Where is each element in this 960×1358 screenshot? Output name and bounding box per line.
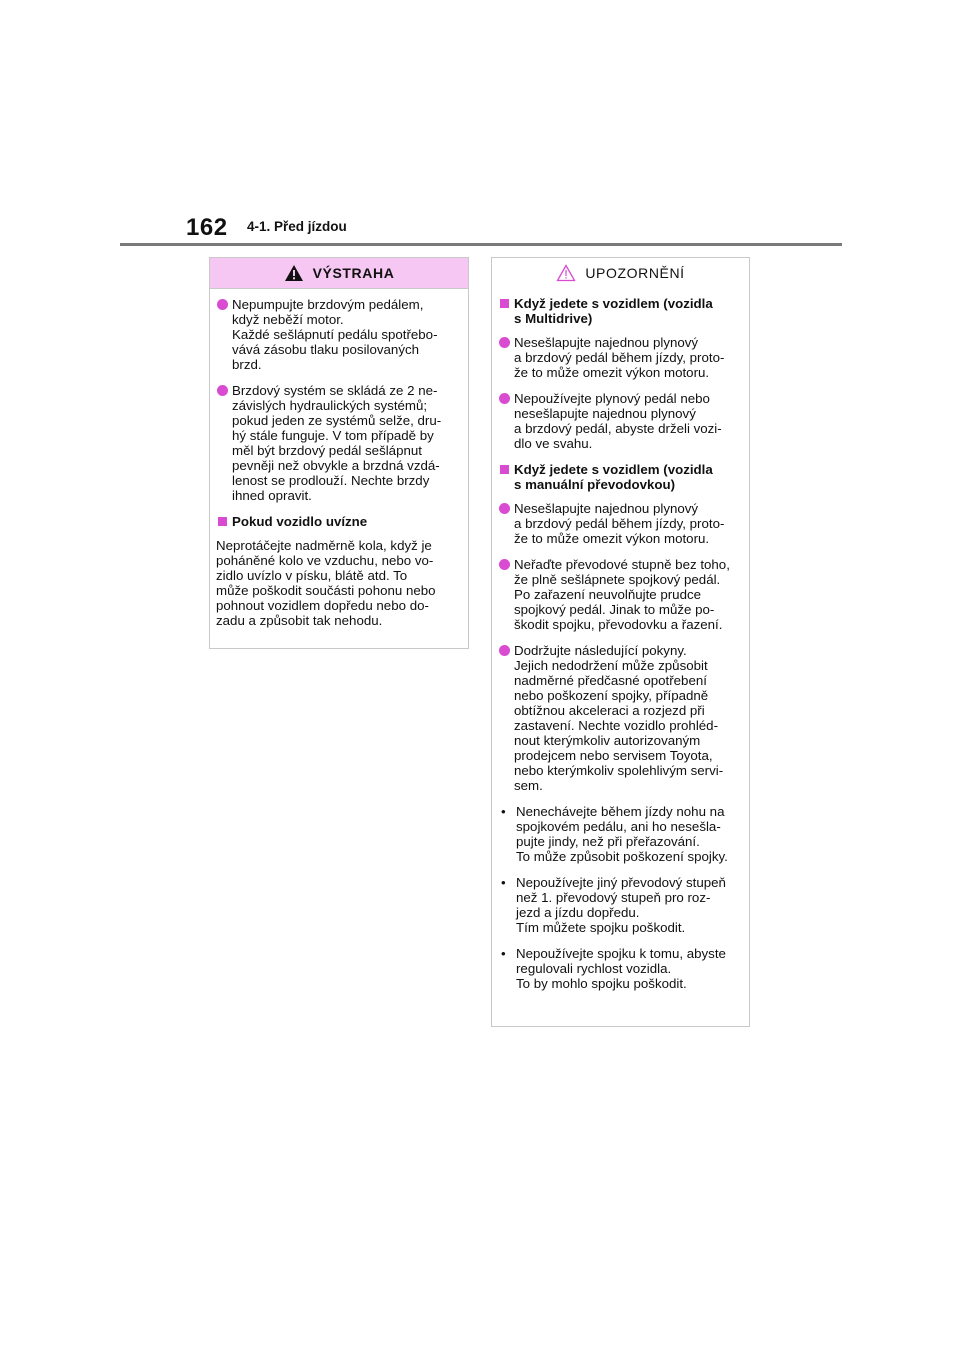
caution-triangle-icon	[556, 264, 576, 282]
warning-body	[210, 289, 468, 628]
list-item-text: Dodržujte následující pokyny. Jejich nedodržení může způsobit nadměrné předčasné opotřebení nebo poškození spojky, případně obtížnou akceleraci a rozjezd při zastavení. Nechte vozidlo prohléd- nout kterýmkoliv autorizovaným prodejcem nebo servisem Toyota, nebo kterýmkoliv spolehlivým servi- sem.	[514, 643, 724, 793]
bullet-dot	[499, 503, 510, 514]
list-item	[216, 297, 461, 372]
sub-bullet-mark: •	[501, 875, 506, 890]
caution-box	[491, 257, 750, 1027]
bullet-dot	[217, 299, 228, 310]
bullet-dot	[499, 393, 510, 404]
warning-title: VÝSTRAHA	[312, 265, 395, 281]
caution-subheading-1	[498, 296, 742, 326]
bullet-dot	[499, 645, 510, 656]
warning-subheading	[216, 514, 461, 529]
bullet-square	[500, 465, 509, 474]
sub-bullet-mark: •	[501, 804, 506, 819]
sub-list-item-text: Nenechávejte během jízdy nohu na spojkovém pedálu, ani ho nesešla- pujte jindy, než při přeřazování. To může způsobit poškození spojky.	[516, 804, 728, 864]
list-item	[216, 383, 461, 503]
bullet-dot	[499, 559, 510, 570]
caution-title: UPOZORNĚNÍ	[585, 265, 685, 281]
sub-list-item	[498, 946, 742, 991]
list-item	[498, 557, 742, 632]
header-rule	[120, 243, 842, 246]
bullet-square	[500, 299, 509, 308]
caution-body	[492, 288, 749, 991]
subheading-text: Pokud vozidlo uvízne	[232, 514, 368, 529]
list-item	[498, 335, 742, 380]
list-item	[498, 391, 742, 451]
list-item	[498, 501, 742, 546]
list-item-text: Brzdový systém se skládá ze 2 ne- závislých hydraulických systémů; pokud jeden ze systémů selže, dru- hý stále funguje. V tom případě by měl být brzdový pedál sešlápnut pevněji než obvykle a brzdná vzdá- lenost se prodlouží. Nechte brzdy ihned opravit.	[232, 383, 442, 503]
caution-header	[492, 258, 749, 288]
warning-paragraph: Neprotáčejte nadměrně kola, když je poháněné kolo ve vzduchu, nebo vo- zidlo uvízlo v písku, blátě atd. To může poškodit součásti pohonu nebo pohnout vozidlem dopředu nebo do- zadu a způsobit tak nehodu.	[216, 538, 436, 628]
list-item-text: Nesešlapujte najednou plynový a brzdový pedál během jízdy, proto- že to může omezit výkon motoru.	[514, 335, 725, 380]
caution-subheading-2	[498, 462, 742, 492]
warning-box	[209, 257, 469, 649]
sub-list-item	[498, 875, 742, 935]
list-item-text: Neřaďte převodové stupně bez toho, že plně sešlápnete spojkový pedál. Po zařazení neuvolňujte prudce spojkový pedál. Jinak to může po- škodit spojku, převodovku a řazení.	[514, 557, 730, 632]
bullet-dot	[499, 337, 510, 348]
subheading-text: Když jedete s vozidlem (vozidla s manuální převodovkou)	[514, 462, 713, 492]
list-item-text: Nepoužívejte plynový pedál nebo nesešlapujte najednou plynový a brzdový pedál, abyste drželi vozi- dlo ve svahu.	[514, 391, 722, 451]
section-title: 4-1. Před jízdou	[247, 219, 347, 234]
bullet-dot	[217, 385, 228, 396]
bullet-square	[218, 517, 227, 526]
page-number: 162	[186, 214, 228, 241]
sub-list-item-text: Nepoužívejte spojku k tomu, abyste regulovali rychlost vozidla. To by mohlo spojku poškodit.	[516, 946, 726, 991]
warning-triangle-icon	[284, 264, 304, 282]
subheading-text: Když jedete s vozidlem (vozidla s Multidrive)	[514, 296, 713, 326]
warning-header	[210, 258, 468, 289]
sub-bullet-mark: •	[501, 946, 506, 961]
list-item-text: Nepumpujte brzdovým pedálem, když neběží motor. Každé sešlápnutí pedálu spotřebo- vává zásobu tlaku posilovaných brzd.	[232, 297, 438, 372]
list-item	[498, 643, 742, 793]
sub-list-item-text: Nepoužívejte jiný převodový stupeň než 1. převodový stupeň pro roz- jezd a jízdu dopředu. Tím můžete spojku poškodit.	[516, 875, 726, 935]
sub-list-item	[498, 804, 742, 864]
list-item-text: Nesešlapujte najednou plynový a brzdový pedál během jízdy, proto- že to může omezit výkon motoru.	[514, 501, 725, 546]
